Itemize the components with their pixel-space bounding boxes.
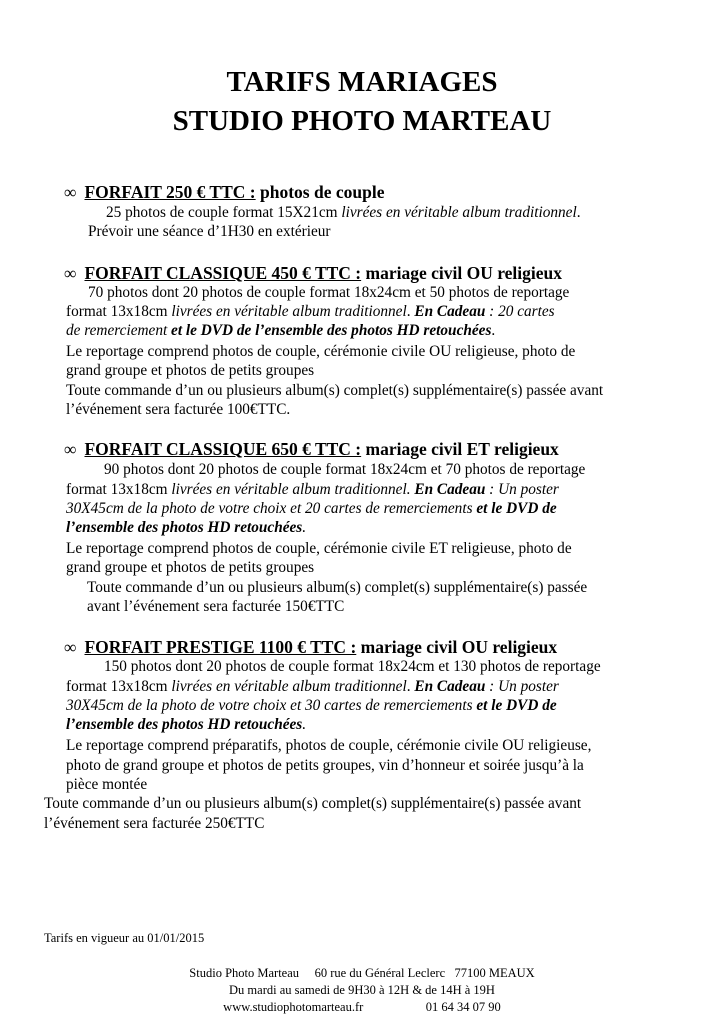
section-price: FORFAIT PRESTIGE 1100 € TTC : — [84, 637, 357, 657]
section-text-line: Prévoir une séance d’1H30 en extérieur — [88, 223, 331, 240]
section-text-line: l’ensemble des photos HD retouchées. — [66, 519, 307, 536]
section-text-line: Toute commande d’un ou plusieurs album(s) complet(s) supplémentaire(s) passée avant — [66, 382, 604, 399]
footer-address: Studio Photo Marteau 60 rue du Général Leclerc 77100 MEAUX — [189, 966, 535, 980]
infinity-bullet-icon: ∞ — [64, 263, 77, 283]
section-price: FORFAIT CLASSIQUE 450 € TTC : — [84, 263, 362, 283]
section-text-line: grand groupe et photos de petits groupes — [66, 362, 315, 379]
section-price: FORFAIT CLASSIQUE 650 € TTC : — [84, 439, 362, 459]
section-text-line: 30X45cm de la photo de votre choix et 30 cartes de remerciements et le DVD de — [66, 697, 557, 714]
infinity-bullet-icon: ∞ — [64, 439, 77, 459]
section-text-line: Toute commande d’un ou plusieurs album(s) complet(s) supplémentaire(s) passée — [87, 579, 588, 596]
section-heading-forfait-250 — [64, 181, 384, 203]
section-text-line: l’ensemble des photos HD retouchées. — [66, 716, 307, 733]
section-text-line: pièce montée — [66, 776, 148, 793]
section-text-line: format 13x18cm livrées en véritable album traditionnel. En Cadeau : Un poster — [66, 678, 559, 695]
section-text-line: de remerciement et le DVD de l’ensemble des photos HD retouchées. — [66, 322, 496, 339]
page-title-line-2: STUDIO PHOTO MARTEAU — [172, 105, 552, 137]
section-subtitle: mariage civil OU religieux — [356, 637, 558, 657]
section-subtitle: mariage civil OU religieux — [361, 263, 563, 283]
section-text-line: 90 photos dont 20 photos de couple format 18x24cm et 70 photos de reportage — [104, 461, 586, 478]
section-subtitle: photos de couple — [255, 182, 385, 202]
section-text-line: l’événement sera facturée 250€TTC — [44, 815, 265, 832]
section-heading-classique-450 — [64, 262, 562, 284]
validity-date: Tarifs en vigueur au 01/01/2015 — [44, 931, 205, 945]
footer-hours: Du mardi au samedi de 9H30 à 12H & de 14H à 19H — [229, 983, 495, 997]
section-text-line: Toute commande d’un ou plusieurs album(s) complet(s) supplémentaire(s) passée avant — [44, 795, 582, 812]
section-text-line: photo de grand groupe et photos de petits groupes, vin d’honneur et soirée jusqu’à la — [66, 757, 584, 774]
section-text-line: 70 photos dont 20 photos de couple format 18x24cm et 50 photos de reportage — [88, 284, 570, 301]
section-text-line: format 13x18cm livrées en véritable album traditionnel. En Cadeau : Un poster — [66, 481, 559, 498]
section-text-line: Le reportage comprend préparatifs, photos de couple, cérémonie civile OU religieuse, — [66, 737, 592, 754]
section-text-line: 30X45cm de la photo de votre choix et 20 cartes de remerciements et le DVD de — [66, 500, 557, 517]
section-text-line: grand groupe et photos de petits groupes — [66, 559, 315, 576]
section-subtitle: mariage civil ET religieux — [361, 439, 559, 459]
section-text-line: format 13x18cm livrées en véritable album traditionnel. En Cadeau : 20 cartes — [66, 303, 555, 320]
section-text-line: 25 photos de couple format 15X21cm livrées en véritable album traditionnel. — [106, 204, 581, 221]
section-heading-prestige-1100 — [64, 636, 557, 658]
section-text-line: avant l’événement sera facturée 150€TTC — [87, 598, 345, 615]
section-price: FORFAIT 250 € TTC : — [84, 182, 256, 202]
section-heading-classique-650 — [64, 438, 559, 460]
page-title-line-1: TARIFS MARIAGES — [226, 66, 498, 98]
section-text-line: Le reportage comprend photos de couple, cérémonie civile OU religieuse, photo de — [66, 343, 576, 360]
footer-contact: www.studiophotomarteau.fr 01 64 34 07 90 — [223, 1000, 501, 1014]
section-text-line: 150 photos dont 20 photos de couple format 18x24cm et 130 photos de reportage — [104, 658, 601, 675]
infinity-bullet-icon: ∞ — [64, 637, 77, 657]
section-text-line: l’événement sera facturée 100€TTC. — [66, 401, 291, 418]
infinity-bullet-icon: ∞ — [64, 182, 77, 202]
section-text-line: Le reportage comprend photos de couple, cérémonie civile ET religieuse, photo de — [66, 540, 572, 557]
